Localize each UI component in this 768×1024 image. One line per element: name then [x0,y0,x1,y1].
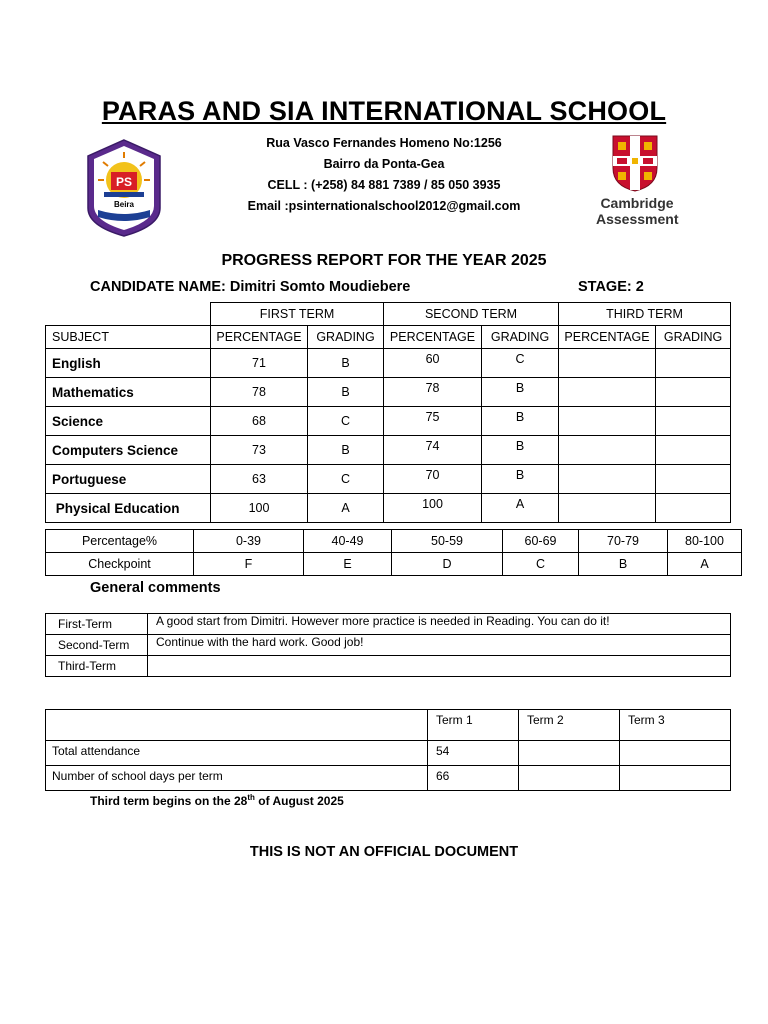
scale-cell: A [668,553,742,576]
report-title: PROGRESS REPORT FOR THE YEAR 2025 [221,252,547,269]
scale-percentage-row [46,530,742,553]
attendance-value: 66 [428,766,519,791]
subject-cell: Science [46,407,211,436]
attendance-label: Number of school days per term [46,766,428,791]
percentage-cell: 71 [211,349,308,378]
table-row [46,378,731,407]
attendance-value [519,741,620,766]
table-row [46,494,731,523]
grade-cell: B [308,436,384,465]
attendance-value [620,766,731,791]
school-crest-logo [84,138,164,238]
table-row [46,349,731,378]
comment-row [46,635,731,656]
col-header: PERCENTAGE [211,326,308,349]
grade-cell [656,407,731,436]
percentage-cell: 74 [384,436,482,465]
note-text-end: of August 2025 [254,794,344,808]
grade-cell [656,465,731,494]
col-header: GRADING [482,326,559,349]
percentage-cell: 78 [384,378,482,407]
attendance-header-row [46,710,731,741]
percentage-cell [559,436,656,465]
grades-table [45,302,731,523]
grade-cell: B [482,407,559,436]
subject-cell: Physical Education [46,494,211,523]
comment-row [46,656,731,677]
grade-cell: B [482,465,559,494]
school-email: Email :psinternationalschool2012@gmail.com [247,199,521,213]
grade-cell: A [482,494,559,523]
grade-cell [656,378,731,407]
scale-cell: 80-100 [668,530,742,553]
scale-cell: F [194,553,304,576]
grade-cell: B [482,378,559,407]
percentage-cell [559,494,656,523]
attendance-value: 54 [428,741,519,766]
general-comments-heading: General comments [90,580,221,596]
attendance-row [46,741,731,766]
column-header-row [46,326,731,349]
subject-header: SUBJECT [46,326,211,349]
comment-text [148,656,731,677]
comment-term-label: First-Term [46,614,148,635]
grading-scale-table [45,529,742,576]
cambridge-text-line1: Cambridge [600,195,674,211]
scale-cell: 70-79 [579,530,668,553]
percentage-cell [559,349,656,378]
school-address-line2: Bairro da Ponta-Gea [323,157,445,171]
scale-cell: C [503,553,579,576]
percentage-cell: 63 [211,465,308,494]
subject-cell: Computers Science [46,436,211,465]
grade-cell: C [308,465,384,494]
col-header: GRADING [656,326,731,349]
comments-table [45,613,731,677]
note-superscript: th [247,793,255,802]
grade-cell: B [308,349,384,378]
table-row [46,436,731,465]
empty-corner-cell [46,303,211,326]
comment-text: Continue with the hard work. Good job! [148,635,731,656]
grade-cell: C [308,407,384,436]
comment-text: A good start from Dimitri. However more practice is needed in Reading. You can do it! [148,614,731,635]
attendance-header-term: Term 3 [620,710,731,741]
cambridge-text-line2: Assessment [596,211,679,227]
scale-cell: 50-59 [392,530,503,553]
school-address-line1: Rua Vasco Fernandes Homeno No:1256 [266,136,502,150]
percentage-cell: 75 [384,407,482,436]
stage-label: STAGE: 2 [578,279,644,295]
school-phone: CELL : (+258) 84 881 7389 / 85 050 3935 [267,178,501,192]
attendance-header-empty [46,710,428,741]
term-header-first: FIRST TERM [211,303,384,326]
comment-row [46,614,731,635]
crest-city: Beira [113,200,135,209]
cambridge-assessment-logo [596,134,678,230]
percentage-cell: 100 [211,494,308,523]
term-header-row [46,303,731,326]
attendance-row [46,766,731,791]
grade-cell [656,349,731,378]
table-row [46,407,731,436]
scale-cell: 0-39 [194,530,304,553]
subject-cell: Mathematics [46,378,211,407]
attendance-label: Total attendance [46,741,428,766]
scale-cell: 60-69 [503,530,579,553]
scale-checkpoint-row [46,553,742,576]
grade-cell: B [308,378,384,407]
not-official-disclaimer: THIS IS NOT AN OFFICIAL DOCUMENT [249,844,519,860]
attendance-header-term: Term 1 [428,710,519,741]
scale-cell: 40-49 [304,530,392,553]
term-header-second: SECOND TERM [384,303,559,326]
scale-cell: Checkpoint [46,553,194,576]
attendance-header-term: Term 2 [519,710,620,741]
subject-cell: English [46,349,211,378]
col-header: PERCENTAGE [384,326,482,349]
percentage-cell: 73 [211,436,308,465]
percentage-cell: 68 [211,407,308,436]
term-header-third: THIRD TERM [559,303,731,326]
grade-cell: B [482,436,559,465]
percentage-cell [559,378,656,407]
grade-cell [656,436,731,465]
attendance-table [45,709,731,791]
percentage-cell: 70 [384,465,482,494]
grade-cell: A [308,494,384,523]
attendance-value [620,741,731,766]
comment-term-label: Second-Term [46,635,148,656]
scale-cell: Percentage% [46,530,194,553]
school-name: PARAS AND SIA INTERNATIONAL SCHOOL [101,96,667,126]
candidate-name: CANDIDATE NAME: Dimitri Somto Moudiebere [90,279,411,295]
attendance-value [519,766,620,791]
scale-cell: D [392,553,503,576]
grade-cell [656,494,731,523]
note-text-start: Third term begins on the 28 [90,794,248,808]
percentage-cell: 100 [384,494,482,523]
third-term-start-note [90,793,344,808]
scale-cell: B [579,553,668,576]
grade-cell: C [482,349,559,378]
percentage-cell [559,407,656,436]
crest-initials: PS [115,175,133,189]
col-header: GRADING [308,326,384,349]
table-row [46,465,731,494]
subject-cell: Portuguese [46,465,211,494]
scale-cell: E [304,553,392,576]
percentage-cell: 60 [384,349,482,378]
percentage-cell [559,465,656,494]
percentage-cell: 78 [211,378,308,407]
col-header: PERCENTAGE [559,326,656,349]
comment-term-label: Third-Term [46,656,148,677]
